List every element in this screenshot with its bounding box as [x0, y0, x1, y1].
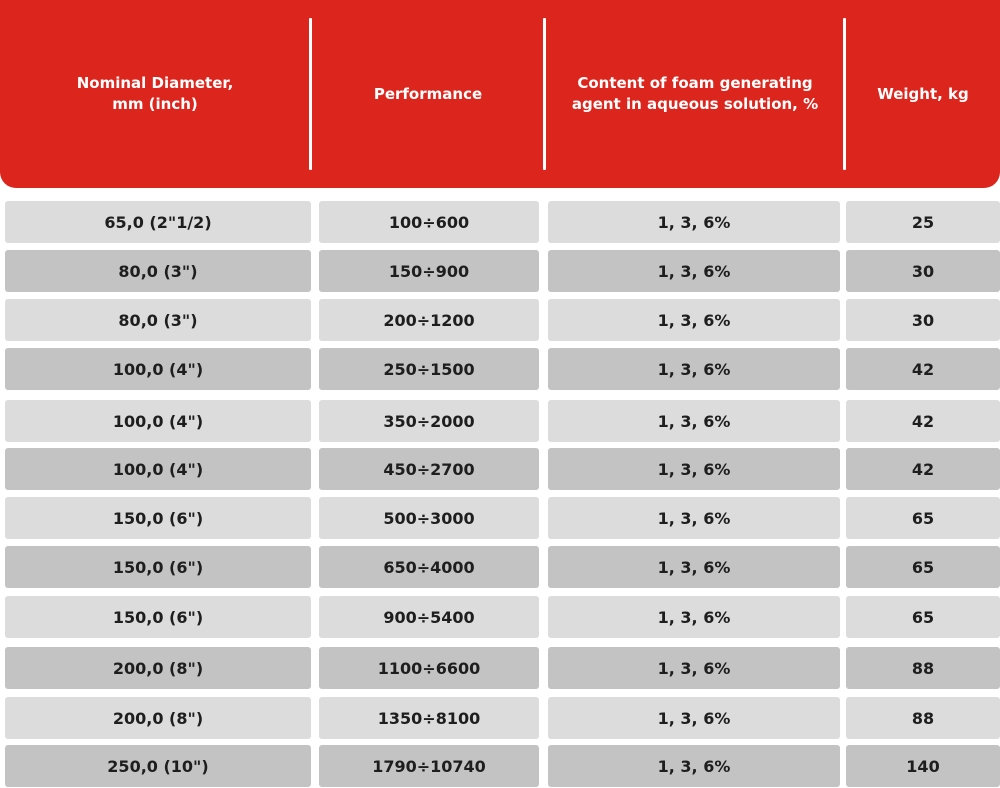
cell-performance: 1790÷10740: [319, 745, 539, 787]
table-row: [0, 745, 1000, 787]
cell-weight: 88: [846, 697, 1000, 739]
cell-nominal-diameter: 150,0 (6"): [5, 596, 311, 638]
cell-nominal-diameter: 65,0 (2"1/2): [5, 201, 311, 243]
cell-performance: 650÷4000: [319, 546, 539, 588]
cell-foam-content: 1, 3, 6%: [548, 745, 840, 787]
table-row: [0, 299, 1000, 341]
cell-weight: 65: [846, 497, 1000, 539]
cell-weight: 42: [846, 348, 1000, 390]
header-foam-content-label: Content of foam generating agent in aqueous solution, %: [571, 74, 819, 113]
cell-weight: 88: [846, 647, 1000, 689]
cell-performance: 1350÷8100: [319, 697, 539, 739]
cell-performance: 150÷900: [319, 250, 539, 292]
header-weight-label: Weight, kg: [877, 84, 969, 103]
cell-foam-content: 1, 3, 6%: [548, 596, 840, 638]
table-row: [0, 647, 1000, 689]
table-header: [0, 0, 1000, 188]
cell-foam-content: 1, 3, 6%: [548, 497, 840, 539]
cell-nominal-diameter: 150,0 (6"): [5, 497, 311, 539]
table-row: [0, 497, 1000, 539]
table-row: [0, 596, 1000, 638]
cell-weight: 30: [846, 250, 1000, 292]
header-weight: [846, 0, 1000, 188]
header-nominal-diameter-label: Nominal Diameter, mm (inch): [76, 74, 234, 113]
header-foam-content: [546, 0, 844, 188]
cell-nominal-diameter: 200,0 (8"): [5, 697, 311, 739]
cell-weight: 42: [846, 400, 1000, 442]
cell-weight: 140: [846, 745, 1000, 787]
cell-foam-content: 1, 3, 6%: [548, 448, 840, 490]
cell-nominal-diameter: 80,0 (3"): [5, 299, 311, 341]
cell-weight: 30: [846, 299, 1000, 341]
header-performance: [312, 0, 544, 188]
cell-foam-content: 1, 3, 6%: [548, 697, 840, 739]
cell-nominal-diameter: 100,0 (4"): [5, 348, 311, 390]
cell-performance: 100÷600: [319, 201, 539, 243]
cell-performance: 200÷1200: [319, 299, 539, 341]
cell-performance: 350÷2000: [319, 400, 539, 442]
table-row: [0, 201, 1000, 243]
cell-nominal-diameter: 80,0 (3"): [5, 250, 311, 292]
cell-performance: 450÷2700: [319, 448, 539, 490]
table-row: [0, 400, 1000, 442]
cell-foam-content: 1, 3, 6%: [548, 299, 840, 341]
cell-foam-content: 1, 3, 6%: [548, 250, 840, 292]
cell-foam-content: 1, 3, 6%: [548, 201, 840, 243]
cell-foam-content: 1, 3, 6%: [548, 546, 840, 588]
cell-weight: 25: [846, 201, 1000, 243]
cell-weight: 65: [846, 596, 1000, 638]
table-row: [0, 697, 1000, 739]
header-performance-label: Performance: [373, 84, 483, 103]
table-row: [0, 448, 1000, 490]
table-row: [0, 546, 1000, 588]
cell-weight: 42: [846, 448, 1000, 490]
cell-nominal-diameter: 150,0 (6"): [5, 546, 311, 588]
cell-foam-content: 1, 3, 6%: [548, 348, 840, 390]
table-row: [0, 348, 1000, 390]
table-row: [0, 250, 1000, 292]
cell-performance: 250÷1500: [319, 348, 539, 390]
cell-nominal-diameter: 100,0 (4"): [5, 448, 311, 490]
cell-performance: 500÷3000: [319, 497, 539, 539]
cell-foam-content: 1, 3, 6%: [548, 647, 840, 689]
header-nominal-diameter: [0, 0, 310, 188]
cell-nominal-diameter: 100,0 (4"): [5, 400, 311, 442]
cell-nominal-diameter: 250,0 (10"): [5, 745, 311, 787]
cell-nominal-diameter: 200,0 (8"): [5, 647, 311, 689]
cell-performance: 1100÷6600: [319, 647, 539, 689]
cell-performance: 900÷5400: [319, 596, 539, 638]
cell-weight: 65: [846, 546, 1000, 588]
cell-foam-content: 1, 3, 6%: [548, 400, 840, 442]
